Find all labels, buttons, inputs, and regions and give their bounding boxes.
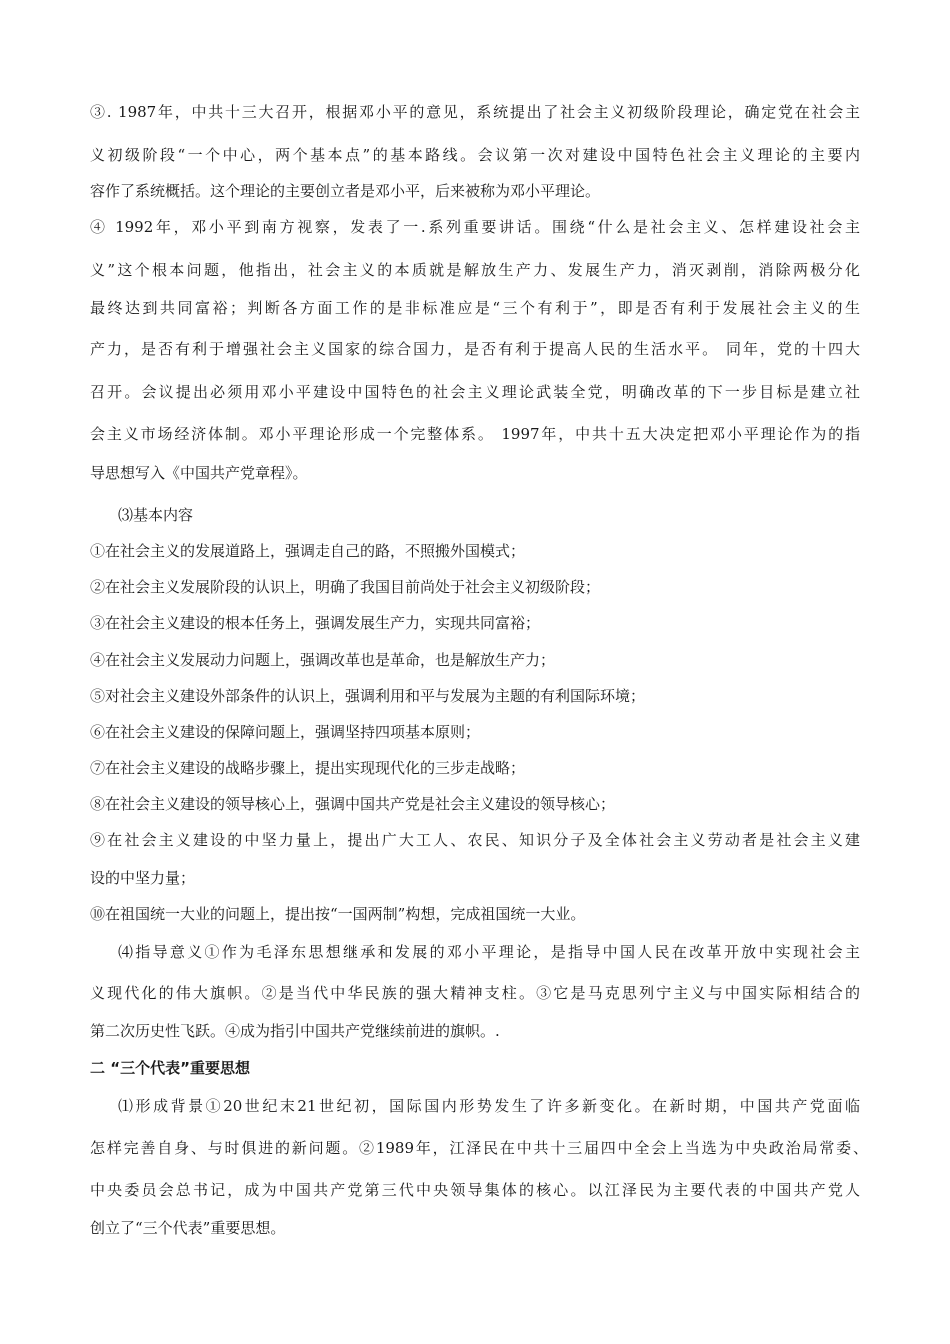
basic-item-2: ②在社会主义发展阶段的认识上，明确了我国目前尚处于社会主义初级阶段； (90, 578, 601, 596)
basic-content-title: ⑶基本内容 (118, 506, 194, 524)
basic-item-3: ③在社会主义建设的根本任务上，强调发展生产力，实现共同富裕； (90, 614, 541, 632)
guiding-line-3: 第二次历史性飞跃。④成为指引中国共产党继续前进的旗帜。. (90, 1022, 500, 1040)
para4-line-2: 义”这个根本问题，他指出，社会主义的本质就是解放生产力、发展生产力，消灭剥削，消除两极分化 (90, 261, 860, 279)
para3-line-2: 义初级阶段“一个中心，两个基本点”的基本路线。会议第一次对建设中国特色社会主义理论的主要内 (90, 146, 860, 164)
basic-item-9-cont: 设的中坚力量； (90, 869, 196, 887)
basic-item-6: ⑥在社会主义建设的保障问题上，强调坚持四项基本原则； (90, 723, 481, 741)
basic-item-8: ⑧在社会主义建设的领导核心上，强调中国共产党是社会主义建设的领导核心； (90, 795, 616, 813)
section2-line-1: ⑴形成背景①20世纪末21世纪初，国际国内形势发生了许多新变化。在新时期，中国共产党面临 (118, 1097, 860, 1115)
basic-item-4: ④在社会主义发展动力问题上，强调改革也是革命，也是解放生产力； (90, 651, 556, 669)
para4-line-3: 最终达到共同富裕；判断各方面工作的是非标准应是“三个有利于”，即是否有利于发展社会主义的生 (90, 299, 860, 317)
section2-line-4: 创立了“三个代表”重要思想。 (90, 1219, 286, 1237)
para4-line-7: 导思想写入《中国共产党章程》。 (90, 464, 308, 482)
para4-line-5: 召开。会议提出必须用邓小平建设中国特色的社会主义理论武装全党，明确改革的下一步目标是建立社 (90, 383, 860, 401)
para3-line-3: 容作了系统概括。这个理论的主要创立者是邓小平，后来被称为邓小平理论。 (90, 182, 601, 200)
section2-line-2: 怎样完善自身、与时俱进的新问题。②1989年，江泽民在中共十三届四中全会上当选为中央政治局常委、 (90, 1139, 868, 1157)
basic-item-1: ①在社会主义的发展道路上，强调走自己的路，不照搬外国模式； (90, 542, 526, 560)
basic-item-10: ⑩在祖国统一大业的问题上，提出按“一国两制”构想，完成祖国统一大业。 (90, 905, 586, 923)
para4-line-1: ④ 1992年，邓小平到南方视察，发表了一.系列重要讲话。围绕“什么是社会主义、怎样建设社会主 (90, 218, 860, 236)
basic-item-5: ⑤对社会主义建设外部条件的认识上，强调利用和平与发展为主题的有利国际环境； (90, 687, 646, 705)
guiding-line-2: 义现代化的伟大旗帜。②是当代中华民族的强大精神支柱。③它是马克思列宁主义与中国实际相结合的 (90, 984, 860, 1002)
guiding-line-1: ⑷指导意义①作为毛泽东思想继承和发展的邓小平理论，是指导中国人民在改革开放中实现社会主 (118, 943, 860, 961)
basic-item-7: ⑦在社会主义建设的战略步骤上，提出实现现代化的三步走战略； (90, 759, 526, 777)
basic-item-9: ⑨在社会主义建设的中坚力量上，提出广大工人、农民、知识分子及全体社会主义劳动者是社会主义建 (90, 831, 860, 849)
section2-line-3: 中央委员会总书记，成为中国共产党第三代中央领导集体的核心。以江泽民为主要代表的中国共产党人 (90, 1181, 860, 1199)
section-heading: 二 “三个代表”重要思想 (90, 1059, 250, 1077)
para4-line-4: 产力，是否有利于增强社会主义国家的综合国力，是否有利于提高人民的生活水平。 同年，党的十四大 (90, 340, 860, 358)
para3-line-1: ③. 1987年，中共十三大召开，根据邓小平的意见，系统提出了社会主义初级阶段理论，确定党在社会主 (90, 103, 860, 121)
para4-line-6: 会主义市场经济体制。邓小平理论形成一个完整体系。 1997年，中共十五大决定把邓小平理论作为的指 (90, 425, 860, 443)
